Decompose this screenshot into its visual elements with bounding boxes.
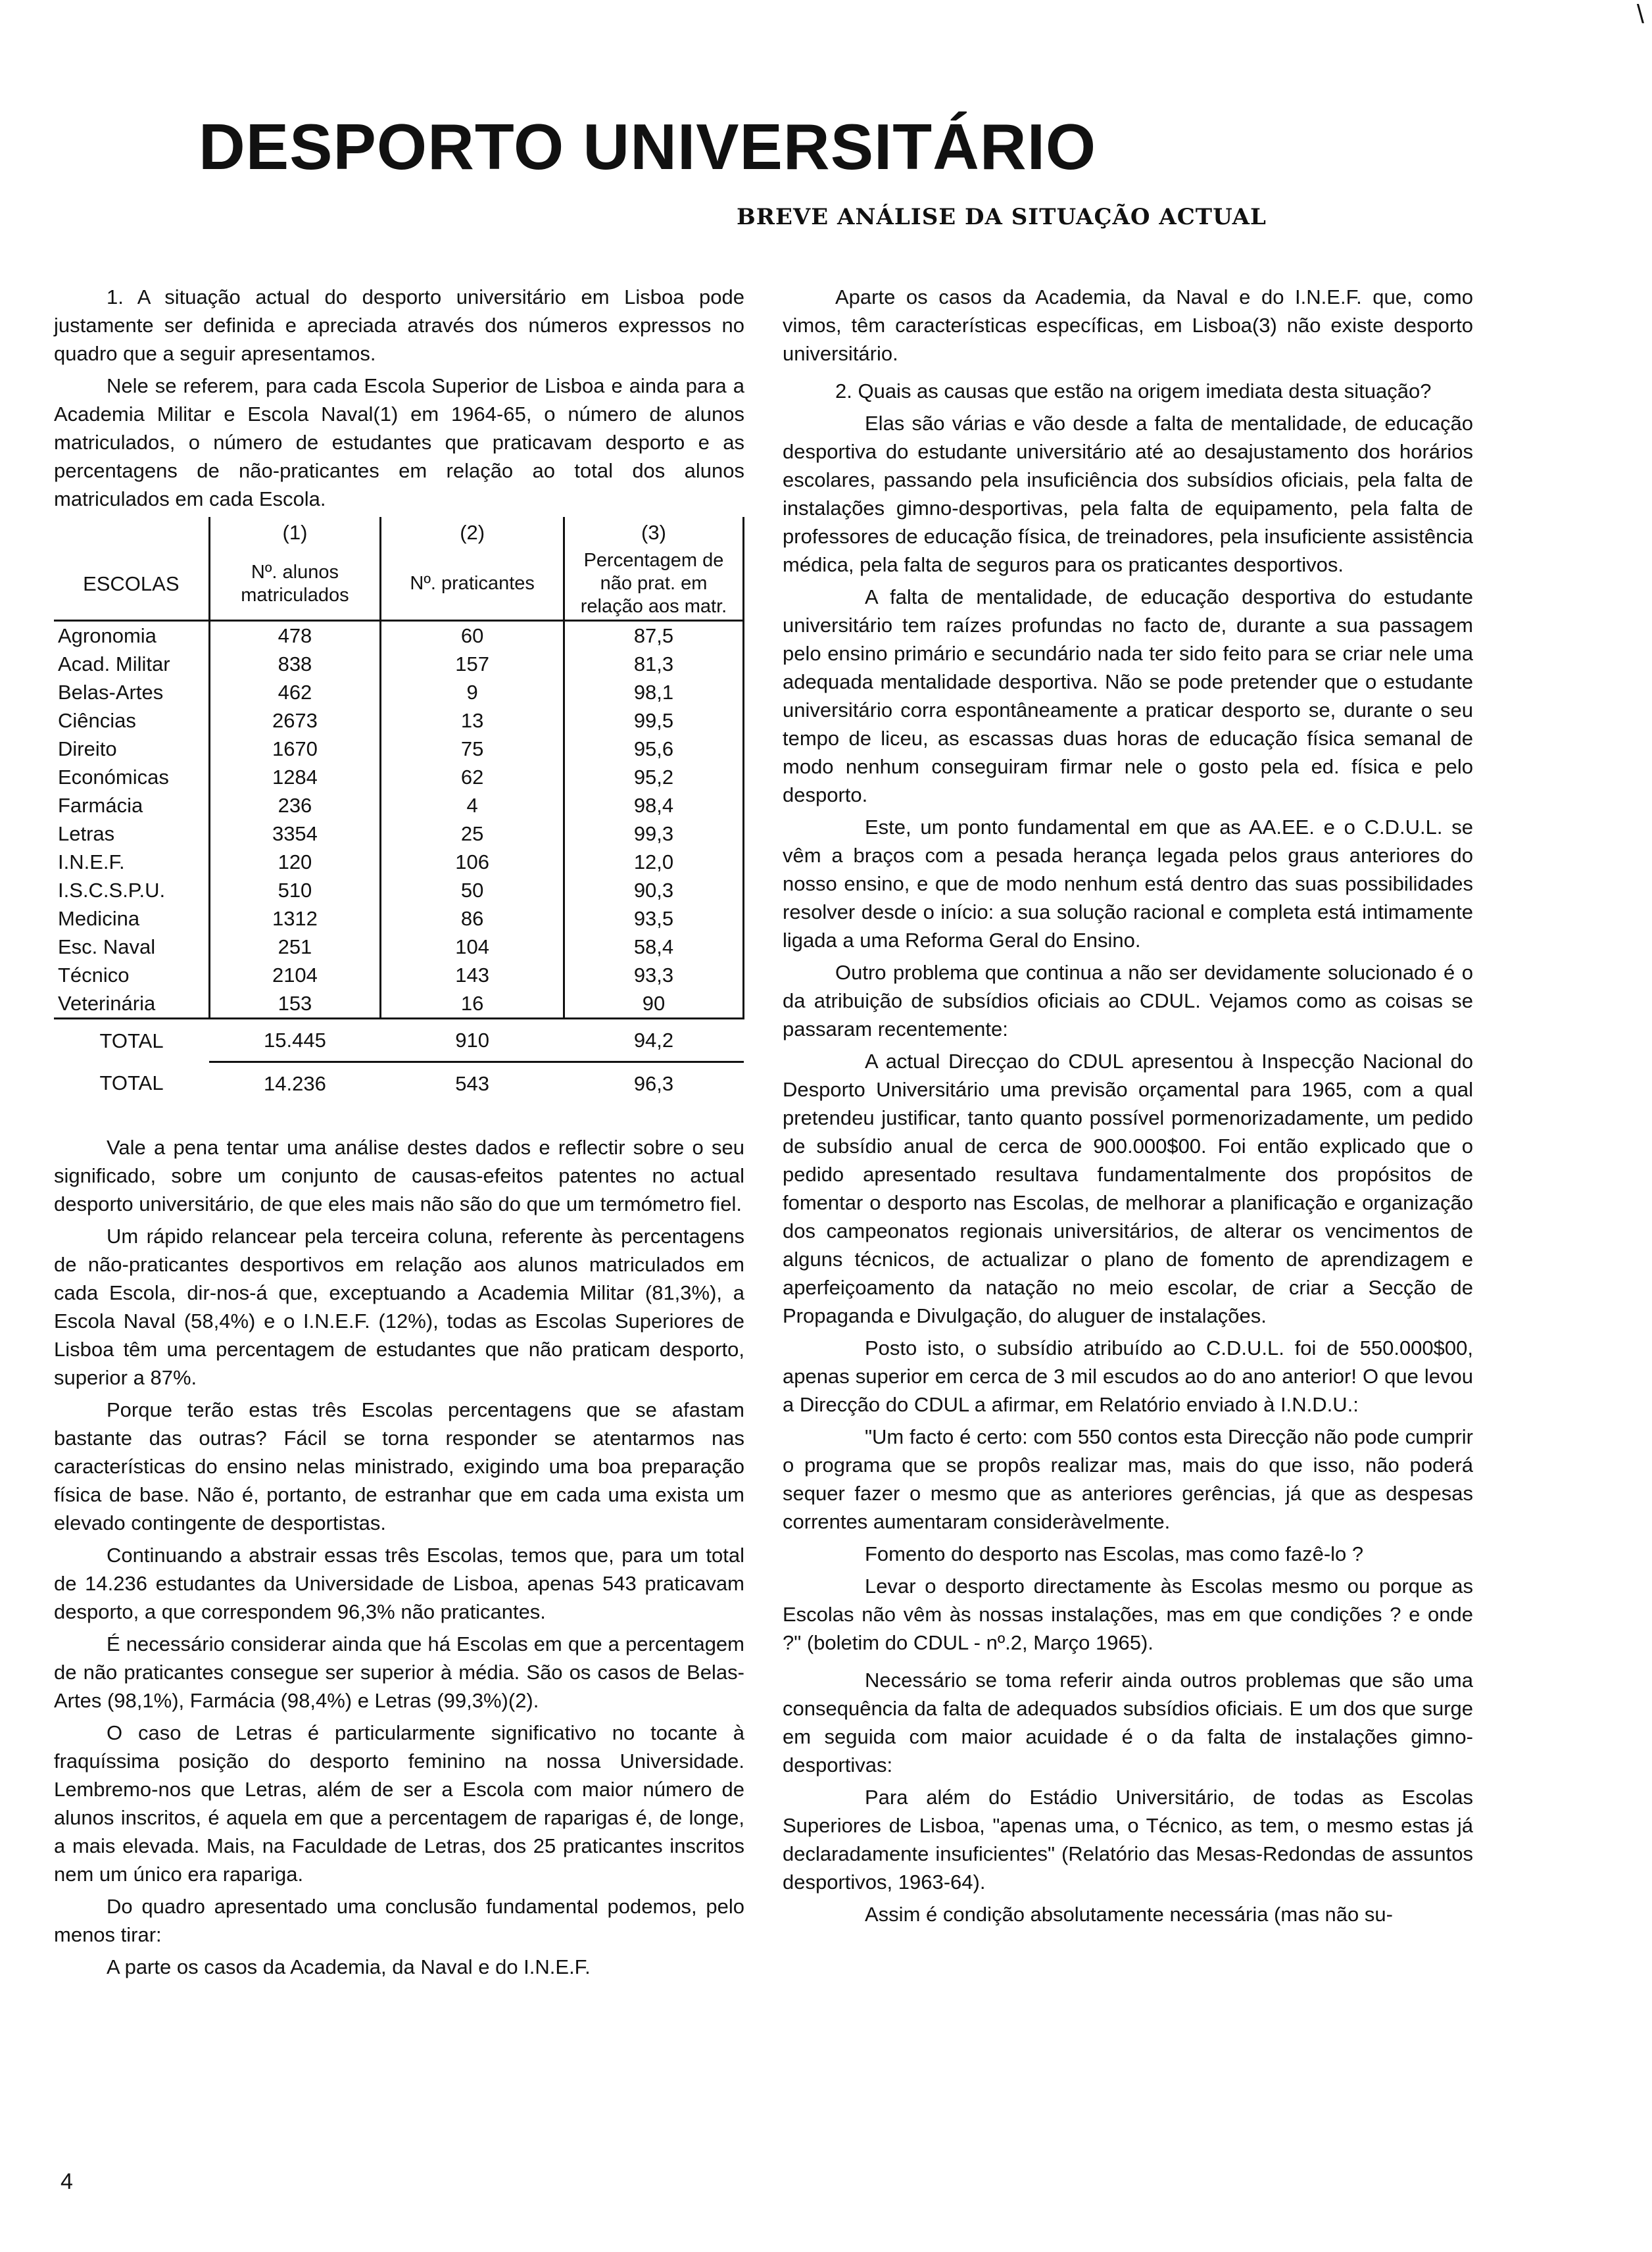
left-paragraph-8: O caso de Letras é particularmente significativo no tocante à fraquíssima posição do desporto feminino na nossa Universidade. Lembremo-nos que Letras, além de ser a Escola com maior número de alunos inscritos, é aquela em que a percentagem de raparigas é, de longe, a mais elevada. Mais, na Faculdade de Letras, dos 25 praticantes inscritos nem um único era rapariga. <box>54 1721 744 1886</box>
percent-cell: 93,5 <box>564 904 743 933</box>
table-corner <box>54 517 209 548</box>
table-row <box>54 904 744 933</box>
table-row <box>54 961 744 989</box>
percent-cell: 81,3 <box>564 650 743 678</box>
escola-cell: I.S.C.S.P.U. <box>54 876 209 904</box>
escola-cell: Técnico <box>54 961 209 989</box>
total-row-2 <box>54 1062 744 1105</box>
escola-cell: Belas-Artes <box>54 678 209 706</box>
article-subtitle: BREVE ANÁLISE DA SITUAÇÃO ACTUAL <box>737 204 1267 230</box>
escola-cell: Letras <box>54 820 209 848</box>
table-row <box>54 650 744 678</box>
table-body <box>54 621 744 1019</box>
percent-cell: 98,1 <box>564 678 743 706</box>
praticantes-cell: 13 <box>381 706 564 735</box>
percent-cell: 93,3 <box>564 961 743 989</box>
total-2-alunos: 14.236 <box>209 1062 381 1105</box>
percent-cell: 99,3 <box>564 820 743 848</box>
table-row <box>54 848 744 876</box>
page-number: 4 <box>61 2169 73 2194</box>
table-row <box>54 763 744 791</box>
percent-cell: 95,2 <box>564 763 743 791</box>
praticantes-cell: 4 <box>381 791 564 820</box>
right-paragraph-2: 2. Quais as causas que estão na origem imediata desta situação? <box>835 379 1432 403</box>
right-paragraph-11: Levar o desporto directamente às Escolas mesmo ou porque as Escolas não vêm às nossas instalações, mas em que condições ? e onde ?" (boletim do CDUL - nº.2, Março 1965). <box>783 1575 1473 1654</box>
percent-cell: 12,0 <box>564 848 743 876</box>
table-row <box>54 678 744 706</box>
praticantes-cell: 16 <box>381 989 564 1019</box>
left-paragraph-3: Vale a pena tentar uma análise destes dados e reflectir sobre o seu significado, sobre um conjunto de causas-efeitos patentes no actual desporto universitário, de que eles mais não são do que um termómetro fiel. <box>54 1136 744 1215</box>
praticantes-cell: 25 <box>381 820 564 848</box>
alunos-cell: 1312 <box>209 904 381 933</box>
alunos-cell: 1670 <box>209 735 381 763</box>
right-paragraph-14: Assim é condição absolutamente necessária (mas não su- <box>865 1903 1393 1926</box>
left-paragraph-1: 1. A situação actual do desporto universitário em Lisboa pode justamente ser definida e apreciada através dos números expressos no quadro que a seguir apresentamos. <box>54 285 744 365</box>
left-paragraph-9: Do quadro apresentado uma conclusão fundamental podemos, pelo menos tirar: <box>54 1895 744 1946</box>
article-title: DESPORTO UNIVERSITÁRIO <box>199 110 1097 183</box>
total-1-percent: 94,2 <box>564 1019 743 1062</box>
header-percentagem: Percentagem de não prat. em relação aos matr. <box>564 548 743 621</box>
percent-cell: 87,5 <box>564 621 743 650</box>
percent-cell: 90,3 <box>564 876 743 904</box>
right-paragraph-1: Aparte os casos da Academia, da Naval e do I.N.E.F. que, como vimos, têm características específicas, em Lisboa(3) não existe desporto universitário. <box>783 285 1473 365</box>
escola-cell: Acad. Militar <box>54 650 209 678</box>
left-paragraph-5: Porque terão estas três Escolas percentagens que se afastam bastante das outras? Fácil se torna responder se atentarmos nas características do ensino nelas ministrado, exigindo uma boa preparação física de base. Não é, portanto, de estranhar que em cada uma exista um elevado contingente de desportistas. <box>54 1398 744 1534</box>
total-row-1 <box>54 1019 744 1062</box>
right-paragraph-3: Elas são várias e vão desde a falta de mentalidade, de educação desportiva do estudante universitário até ao desajustamento dos horários escolares, passando pela insuficiência dos subsídios oficiais, pela falta de instalações gimno-desportivas, pela falta de equipamento, pela falta de professores de educação física, de treinadores, pela insuficiente assistência médica, pela falta de seguros para os praticantes desportivos. <box>783 412 1473 576</box>
col2-number: (2) <box>381 517 564 548</box>
escola-cell: Veterinária <box>54 989 209 1019</box>
total-1-alunos: 15.445 <box>209 1019 381 1062</box>
alunos-cell: 478 <box>209 621 381 650</box>
right-paragraph-12: Necessário se toma referir ainda outros problemas que são uma consequência da falta de adequados subsídios oficiais. E um dos que surge em seguida com maior acuidade é o da falta de instalações gimno-desportivas: <box>783 1669 1473 1776</box>
alunos-cell: 153 <box>209 989 381 1019</box>
corner-mark: \ <box>1636 0 1644 29</box>
alunos-cell: 120 <box>209 848 381 876</box>
alunos-cell: 510 <box>209 876 381 904</box>
alunos-cell: 1284 <box>209 763 381 791</box>
percent-cell: 95,6 <box>564 735 743 763</box>
col3-number: (3) <box>564 517 743 548</box>
right-column <box>783 283 1473 1932</box>
left-paragraph-6: Continuando a abstrair essas três Escolas, temos que, para um total de 14.236 estudantes da Universidade de Lisboa, apenas 543 praticavam desporto, a que correspondem 96,3% não praticantes. <box>54 1544 744 1623</box>
praticantes-cell: 157 <box>381 650 564 678</box>
alunos-cell: 251 <box>209 933 381 961</box>
percent-cell: 99,5 <box>564 706 743 735</box>
total-2-label: TOTAL <box>99 1071 164 1095</box>
escola-cell: Farmácia <box>54 791 209 820</box>
statistics-table <box>54 517 744 1104</box>
alunos-cell: 2104 <box>209 961 381 989</box>
praticantes-cell: 104 <box>381 933 564 961</box>
table-row <box>54 989 744 1019</box>
alunos-cell: 236 <box>209 791 381 820</box>
praticantes-cell: 50 <box>381 876 564 904</box>
alunos-cell: 462 <box>209 678 381 706</box>
praticantes-cell: 143 <box>381 961 564 989</box>
percent-cell: 58,4 <box>564 933 743 961</box>
escola-cell: Esc. Naval <box>54 933 209 961</box>
header-alunos: Nº. alunos matriculados <box>209 548 381 621</box>
praticantes-cell: 86 <box>381 904 564 933</box>
escola-cell: Económicas <box>54 763 209 791</box>
percent-cell: 98,4 <box>564 791 743 820</box>
escola-cell: Ciências <box>54 706 209 735</box>
left-paragraph-4: Um rápido relancear pela terceira coluna, referente às percentagens de não-praticantes desportivos em relação aos alunos matriculados em cada Escola, dir-nos-á que, exceptuando a Academia Militar (81,3%), a Escola Naval (58,4%) e o I.N.E.F. (12%), todas as Escolas Superiores de Lisboa têm uma percentagem de estudantes que não praticam desporto, superior a 87%. <box>54 1225 744 1389</box>
right-paragraph-10: Fomento do desporto nas Escolas, mas como fazê-lo ? <box>865 1542 1364 1565</box>
right-paragraph-5: Este, um ponto fundamental em que as AA.EE. e o C.D.U.L. se vêm a braços com a pesada herança legada pelos graus anteriores do nosso ensino, e que de modo nenhum está dentro das suas possibilidades resolver desde o início: a sua solução racional e completa está intimamente ligada a uma Reforma Geral do Ensino. <box>783 816 1473 952</box>
alunos-cell: 3354 <box>209 820 381 848</box>
right-paragraph-13: Para além do Estádio Universitário, de todas as Escolas Superiores de Lisboa, "apenas uma, o Técnico, as tem, o mesmo estas já declaradamente insuficientes" (Relatório das Mesas-Redondas de assuntos desportivos, 1963-64). <box>783 1786 1473 1894</box>
left-paragraph-10: A parte os casos da Academia, da Naval e do I.N.E.F. <box>107 1955 591 1978</box>
table-row <box>54 791 744 820</box>
percent-cell: 90 <box>564 989 743 1019</box>
table-row <box>54 735 744 763</box>
escola-cell: Agronomia <box>54 621 209 650</box>
escola-cell: Direito <box>54 735 209 763</box>
alunos-cell: 838 <box>209 650 381 678</box>
table-row <box>54 876 744 904</box>
header-escolas: ESCOLAS <box>54 548 209 621</box>
praticantes-cell: 75 <box>381 735 564 763</box>
praticantes-cell: 62 <box>381 763 564 791</box>
right-paragraph-9: "Um facto é certo: com 550 contos esta Direcção não pode cumprir o programa que se propôs realizar mas, mais do que isso, não poderá sequer fazer o mesmo que as anteriores gerências, já que as despesas correntes aumentaram consideràvelmente. <box>783 1425 1473 1533</box>
praticantes-cell: 60 <box>381 621 564 650</box>
table-row <box>54 706 744 735</box>
total-1-praticantes: 910 <box>381 1019 564 1062</box>
col1-number: (1) <box>209 517 381 548</box>
total-2-percent: 96,3 <box>564 1062 743 1105</box>
table-row <box>54 933 744 961</box>
right-paragraph-4: A falta de mentalidade, de educação desportiva do estudante universitário tem raízes profundas no facto de, durante a sua passagem pelo ensino primário e secundário nada ter sido feito para se criar nele uma adequada mentalidade desportiva. Não se pode pretender que o estudante universitário corra espontâneamente a praticar desporto se, durante o seu tempo de liceu, as escassas duas horas de educação física semanal de modo nenhum conseguiram firmar nele o gosto pela ed. física e pelo desporto. <box>783 585 1473 806</box>
left-paragraph-7: É necessário considerar ainda que há Escolas em que a percentagem de não praticantes consegue ser superior à média. São os casos de Belas-Artes (98,1%), Farmácia (98,4%) e Letras (99,3%)(2). <box>54 1632 744 1712</box>
right-paragraph-6: Outro problema que continua a não ser devidamente solucionado é o da atribuição de subsídios oficiais ao CDUL. Vejamos como as coisas se passaram recentemente: <box>783 961 1473 1040</box>
praticantes-cell: 9 <box>381 678 564 706</box>
right-paragraph-8: Posto isto, o subsídio atribuído ao C.D.U.L. foi de 550.000$00, apenas superior em cerca de 3 mil escudos ao do ano anterior! O que levou a Direcção do CDUL a afirmar, em Relatório enviado à I.N.D.U.: <box>783 1336 1473 1416</box>
total-1-label: TOTAL <box>54 1019 209 1062</box>
total-2-praticantes: 543 <box>381 1062 564 1105</box>
left-paragraph-2: Nele se referem, para cada Escola Superior de Lisboa e ainda para a Academia Militar e Escola Naval(1) em 1964-65, o número de alunos matriculados, o número de estudantes que praticavam desporto e as percentagens de não-praticantes em relação ao total dos alunos matriculados em cada Escola. <box>54 374 744 510</box>
header-praticantes: Nº. praticantes <box>381 548 564 621</box>
alunos-cell: 2673 <box>209 706 381 735</box>
praticantes-cell: 106 <box>381 848 564 876</box>
left-column <box>54 283 744 1985</box>
table-row <box>54 820 744 848</box>
table-row <box>54 621 744 650</box>
right-paragraph-7: A actual Direcçao do CDUL apresentou à Inspecção Nacional do Desporto Universitário uma previsão orçamental para 1965, com a qual pretendeu justificar, tanto quanto possível pormenorizadamente, um pedido de subsídio anual de cerca de 900.000$00. Foi então explicado que o pedido apresentado resultava fundamentalmente dos propósitos de fomentar o desporto nas Escolas, de melhorar a planificação e organização dos campeonatos regionais universitários, de alterar os vencimentos de alguns técnicos, de actualizar o plano de fomento de aprendizagem e aperfeiçoamento da natação no meio escolar, de criar a Secção de Propaganda e Divulgação, do aluguer de instalações. <box>783 1050 1473 1327</box>
escola-cell: Medicina <box>54 904 209 933</box>
escola-cell: I.N.E.F. <box>54 848 209 876</box>
